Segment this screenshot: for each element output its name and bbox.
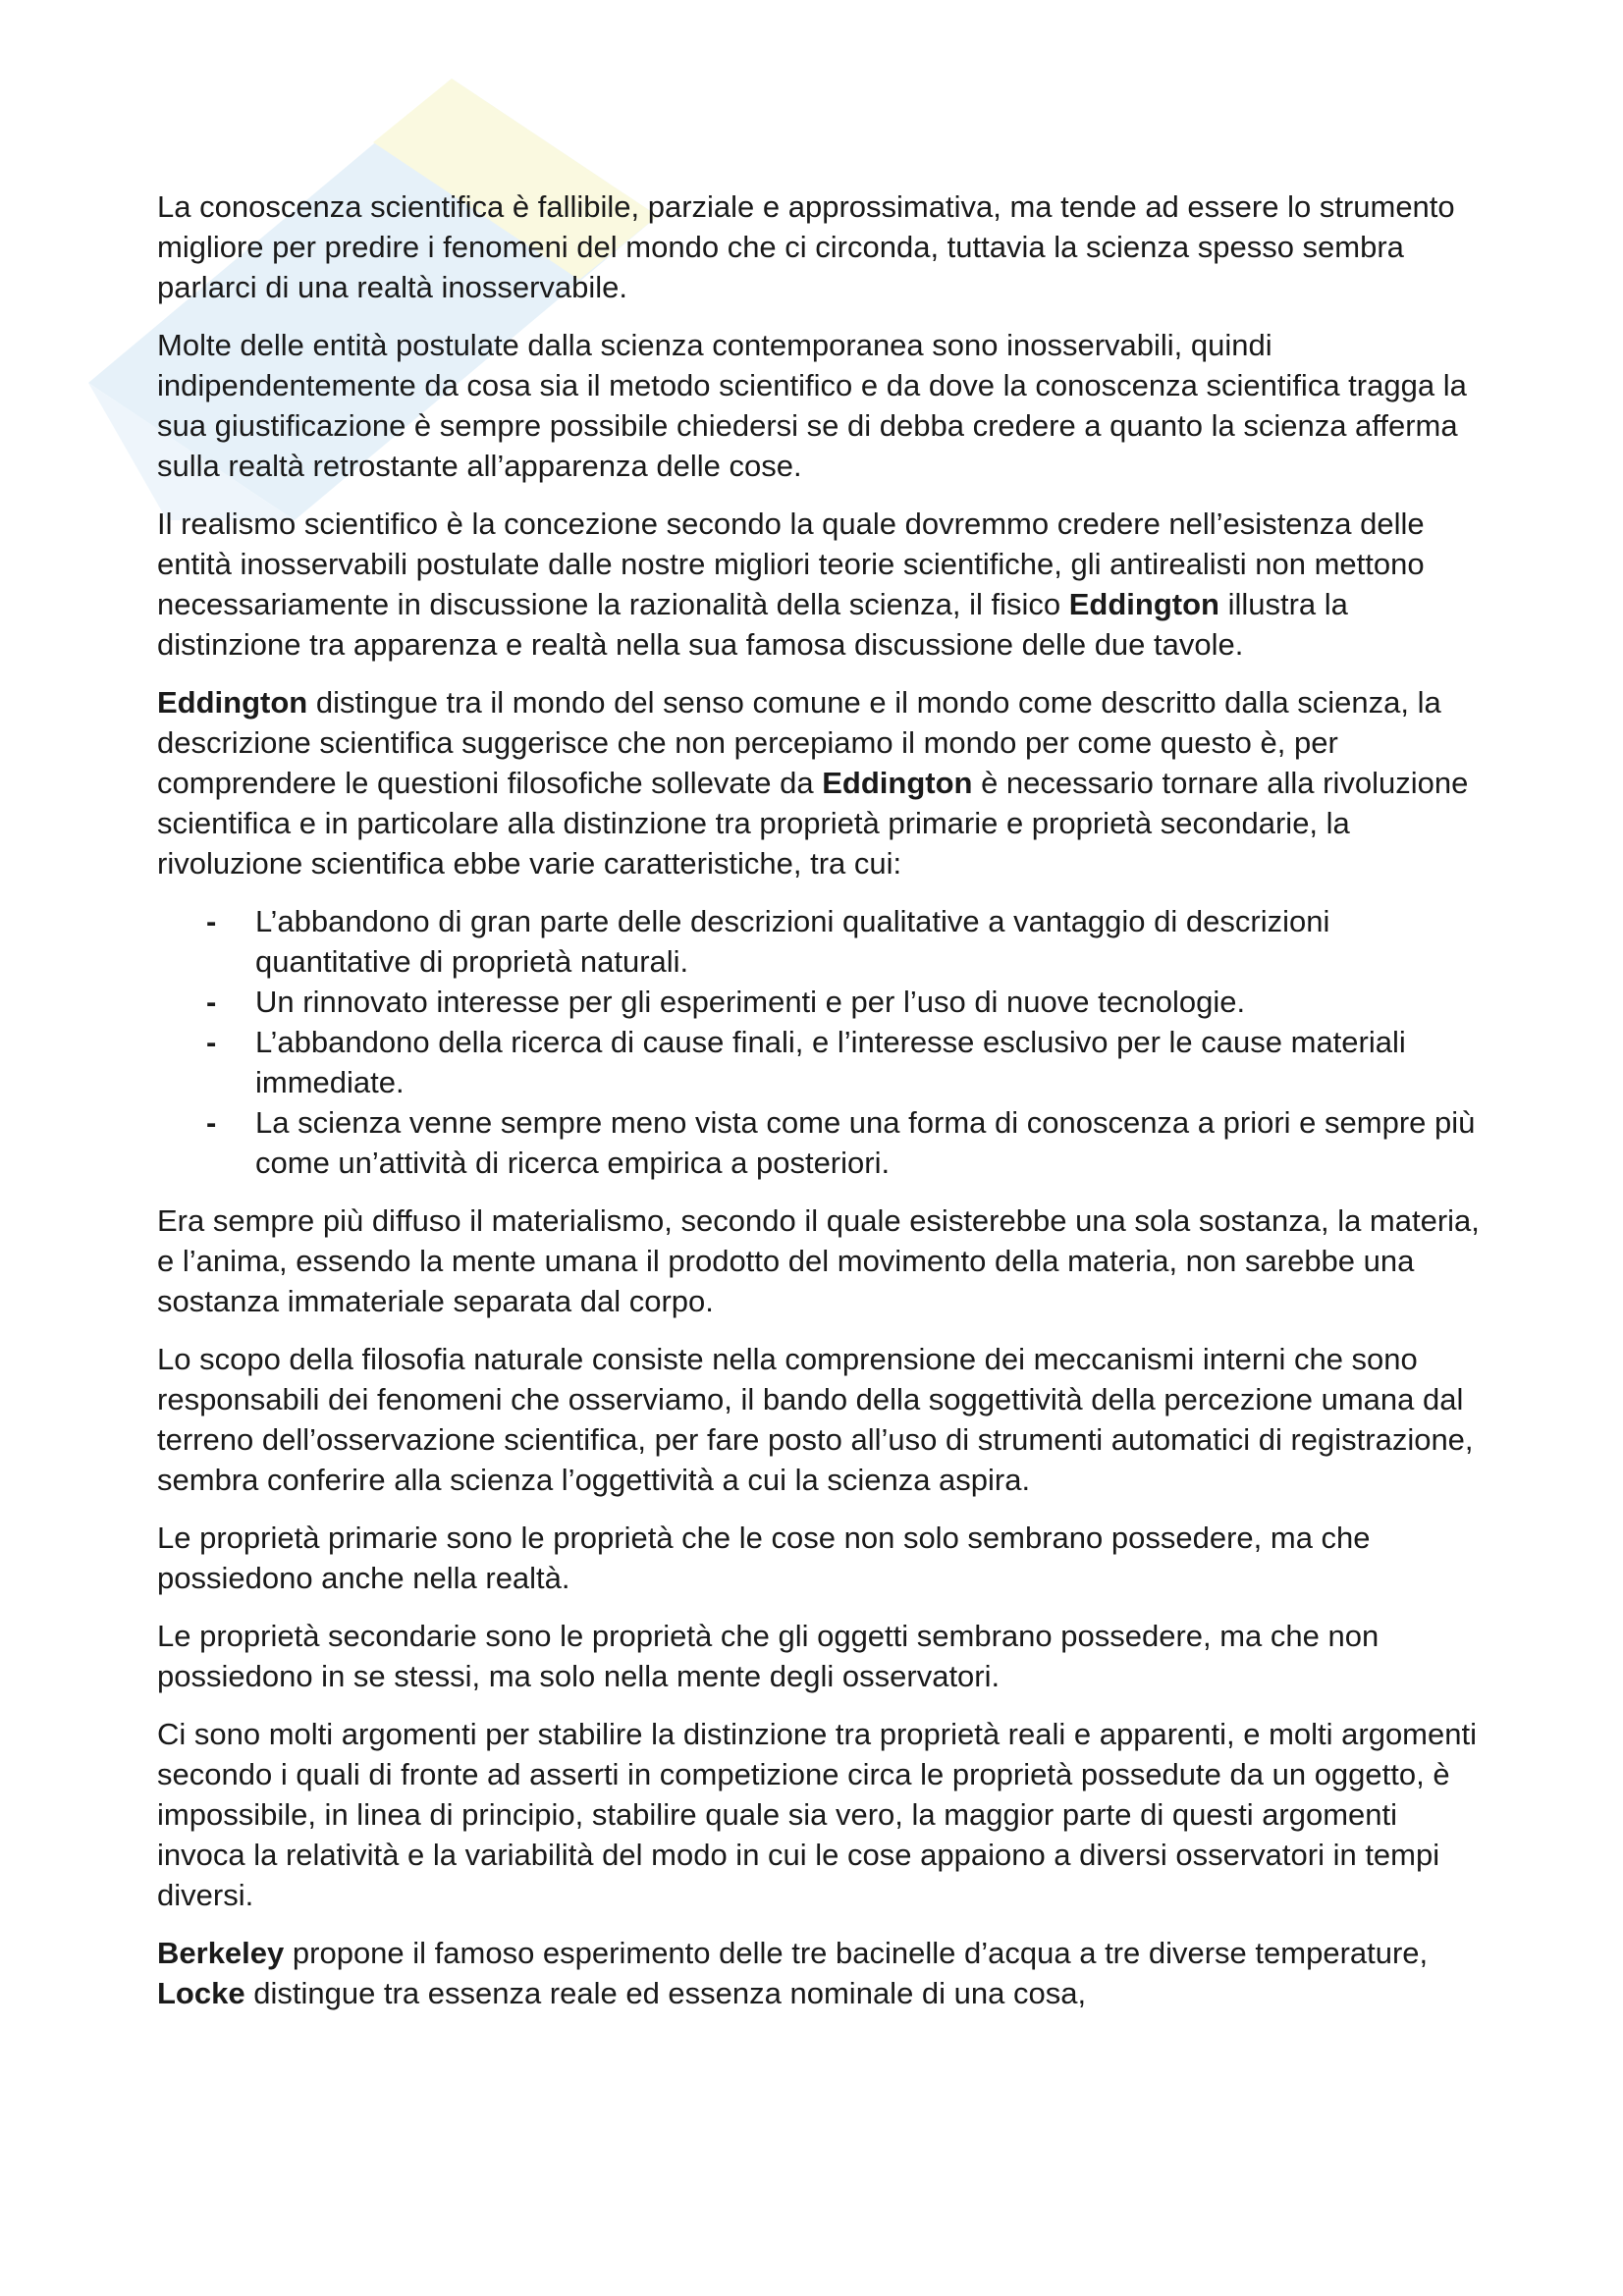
paragraph-4 (157, 682, 1492, 883)
paragraph-3 (157, 504, 1492, 665)
document-page (157, 187, 1492, 2031)
paragraph-3-text-a: Il realismo scientifico è la concezione secondo la quale dovremmo credere nell’esistenza delle entità inosservabili postulate dalle nostre migliori teorie scientifiche, gli antirealisti non mettono necessariamente in discussione la razionalità della scienza, il fisico (157, 507, 1425, 621)
list-item (157, 901, 1492, 982)
paragraph-9: Ci sono molti argomenti per stabilire la distinzione tra proprietà reali e apparenti, e molti argomenti secondo i quali di fronte ad asserti in competizione circa le proprietà possedute da un oggetto, è impossibile, in linea di principio, stabilire quale sia vero, la maggior parte di questi argomenti invoca la relatività e la variabilità del modo in cui le cose appaiono a diversi osservatori in tempi diversi. (157, 1717, 1477, 1912)
paragraph-5: Era sempre più diffuso il materialismo, secondo il quale esisterebbe una sola sostanza, la materia, e l’anima, essendo la mente umana il prodotto del movimento della materia, non sarebbe una sostanza immateriale separata dal corpo. (157, 1203, 1480, 1318)
paragraph-4-text-b: è necessario tornare alla rivoluzione scientifica e in particolare alla distinzione tra proprietà primarie e proprietà secondarie, la rivoluzione scientifica ebbe varie caratteristiche, tra cui: (157, 766, 1469, 881)
list-item-text: L’abbandono della ricerca di cause finali, e l’interesse esclusivo per le cause materiali immediate. (255, 1025, 1406, 1099)
paragraph-10-text-b: distingue tra essenza reale ed essenza nominale di una cosa, (244, 1976, 1087, 2010)
list-item (157, 982, 1492, 1022)
paragraph-7: Le proprietà primarie sono le proprietà che le cose non solo sembrano possedere, ma che possiedono anche nella realtà. (157, 1521, 1371, 1595)
paragraph-8: Le proprietà secondarie sono le proprietà che gli oggetti sembrano possedere, ma che non possiedono in se stessi, ma solo nella mente degli osservatori. (157, 1619, 1380, 1693)
paragraph-10-text-a: propone il famoso esperimento delle tre bacinelle d’acqua a tre diverse temperature, (284, 1936, 1429, 1970)
bullet-list (157, 901, 1492, 1183)
list-item-text: La scienza venne sempre meno vista come una forma di conoscenza a priori e sempre più come un’attività di ricerca empirica a posteriori. (255, 1105, 1476, 1180)
paragraph-1: La conoscenza scientifica è fallibile, parziale e approssimativa, ma tende ad essere lo strumento migliore per predire i fenomeni del mondo che ci circonda, tuttavia la scienza spesso sembra parlarci di una realtà inosservabile. (157, 189, 1455, 304)
name-eddington: Eddington (822, 766, 973, 800)
paragraph-4-text-a: distingue tra il mondo del senso comune e il mondo come descritto dalla scienza, la descrizione scientifica suggerisce che non percepiamo il mondo per come questo è, per comprendere le questioni filosofiche sollevate da (157, 685, 1441, 800)
paragraph-6: Lo scopo della filosofia naturale consiste nella comprensione dei meccanismi interni che sono responsabili dei fenomeni che osserviamo, il bando della soggettività della percezione umana dal terreno dell’osservazione scientifica, per fare posto all’uso di strumenti automatici di registrazione, sembra conferire alla scienza l’oggettività a cui la scienza aspira. (157, 1342, 1474, 1497)
list-item-text: L’abbandono di gran parte delle descrizioni qualitative a vantaggio di descrizioni quantitative di proprietà naturali. (255, 904, 1330, 979)
list-item (157, 1102, 1492, 1183)
name-eddington: Eddington (157, 685, 308, 720)
paragraph-2: Molte delle entità postulate dalla scienza contemporanea sono inosservabili, quindi indipendentemente da cosa sia il metodo scientifico e da dove la conoscenza scientifica tragga la sua giustificazione è sempre possibile chiedersi se di debba credere a quanto la scienza afferma sulla realtà retrostante all’apparenza delle cose. (157, 328, 1467, 483)
name-berkeley: Berkeley (157, 1936, 285, 1970)
bullet-dash: - (206, 1025, 217, 1059)
paragraph-3-text-b: illustra la distinzione tra apparenza e realtà nella sua famosa discussione delle due tavole. (157, 587, 1348, 662)
name-locke: Locke (157, 1976, 245, 2010)
list-item-text: Un rinnovato interesse per gli esperimenti e per l’uso di nuove tecnologie. (255, 985, 1246, 1019)
paragraph-10 (157, 1933, 1492, 2013)
name-eddington: Eddington (1068, 587, 1219, 621)
bullet-dash: - (206, 985, 217, 1019)
list-item (157, 1022, 1492, 1102)
bullet-dash: - (206, 904, 217, 938)
bullet-dash: - (206, 1105, 217, 1140)
